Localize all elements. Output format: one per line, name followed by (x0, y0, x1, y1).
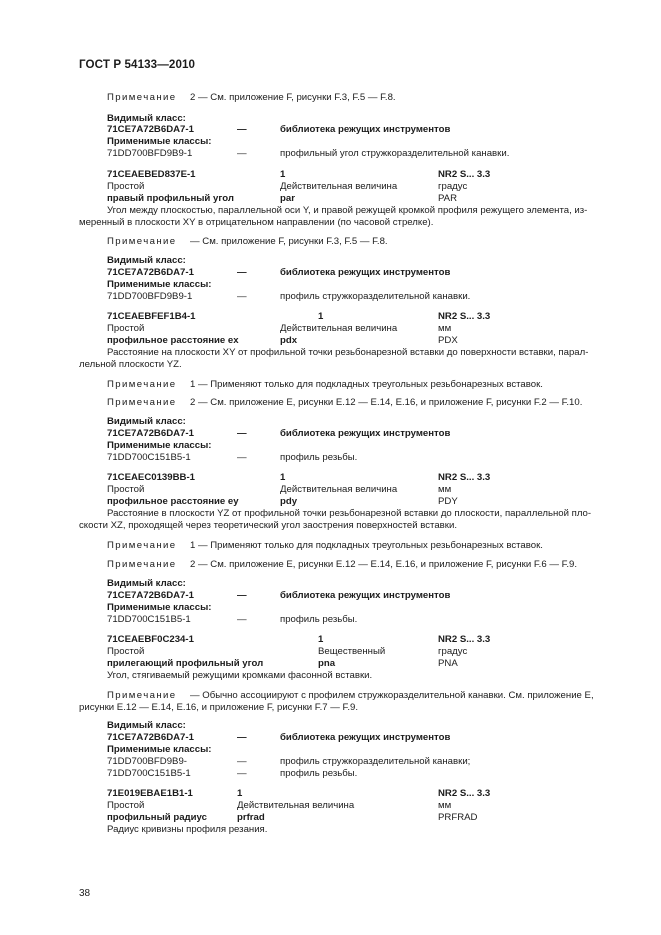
text-line: — (237, 267, 247, 278)
text-line: — (237, 768, 247, 779)
text-line: Действительная величина (280, 323, 398, 334)
text-line: NR2 S... 3.3 (438, 788, 491, 799)
text-line: Применимые классы: (107, 602, 212, 613)
text-line: pna (318, 658, 336, 669)
text-line: 1 (280, 472, 286, 483)
text-line: 2 — См. приложение E, рисунки E.12 — E.14, E.16, и приложение F, рисунки F.2 — F.10. (190, 397, 583, 408)
text-line: скости XZ, проходящей через теоретический угол заострения поверхностей вставки. (79, 520, 457, 531)
text-line: 71DD700BFD9B9- (107, 756, 187, 767)
text-line: мм (438, 484, 452, 495)
text-line: Простой (107, 181, 145, 192)
text-line: мм (438, 323, 452, 334)
text-line: 1 — Применяют только для подкладных треугольных резьбонарезных вставок. (190, 379, 543, 390)
text-line: Примечание (107, 690, 177, 701)
text-line: Примечание (107, 92, 177, 103)
text-line: Вещественный (318, 646, 386, 657)
text-line: 71CEAEC0139BB-1 (107, 472, 195, 483)
text-line: 71CEAEBFEF1B4-1 (107, 311, 196, 322)
text-line: NR2 S... 3.3 (438, 472, 491, 483)
text-line: профиль резьбы. (280, 768, 358, 779)
text-line: Расстояние в плоскости YZ от профильной точки резьбонарезной вставки до плоскости, параллельной пло- (107, 508, 592, 519)
text-line: pdx (280, 335, 298, 346)
text-line: — (237, 590, 247, 601)
text-line: — (237, 614, 247, 625)
text-line: профиль резьбы. (280, 614, 358, 625)
text-line: 71CE7A72B6DA7-1 (107, 732, 194, 743)
text-line: 71E019EBAE1B1-1 (107, 788, 193, 799)
text-line: 1 — Применяют только для подкладных треугольных резьбонарезных вставок. (190, 540, 543, 551)
text-line: PNA (438, 658, 458, 669)
text-line: 1 (280, 169, 286, 180)
text-line: Применимые классы: (107, 279, 212, 290)
text-line: NR2 S... 3.3 (438, 169, 491, 180)
text-line: Радиус кривизны профиля резания. (107, 824, 268, 835)
text-line: — (237, 148, 247, 159)
text-line: Примечание (107, 379, 177, 390)
text-line: — Обычно ассоциируют с профилем стружкоразделительной канавки. См. приложение E, (190, 690, 594, 701)
text-line: PRFRAD (438, 812, 478, 823)
text-line: 1 (318, 634, 324, 645)
text-line: библиотека режущих инструментов (280, 590, 451, 601)
text-line: 1 (318, 311, 324, 322)
text-line: Видимый класс: (107, 416, 186, 427)
text-line: правый профильный угол (107, 193, 234, 204)
text-line: 2 — См. приложение F, рисунки F.3, F.5 — F.8. (190, 92, 396, 103)
text-line: градус (438, 181, 468, 192)
text-line: Простой (107, 800, 145, 811)
text-line: Действительная величина (237, 800, 355, 811)
text-line: профильный угол стружкоразделительной канавки. (280, 148, 510, 159)
text-line: Действительная величина (280, 484, 398, 495)
text-line: профиль резьбы. (280, 452, 358, 463)
text-line: Простой (107, 323, 145, 334)
text-line: прилегающий профильный угол (107, 658, 264, 669)
page-number: 38 (79, 888, 91, 899)
text-line: Угол между плоскостью, параллельной оси Y, и правой режущей кромкой профиля режущего элемента, из- (107, 205, 588, 216)
text-line: 2 — См. приложение E, рисунки E.12 — E.14, E.16, и приложение F, рисунки F.6 — F.9. (190, 559, 578, 570)
text-line: библиотека режущих инструментов (280, 428, 451, 439)
text-line: 71CE7A72B6DA7-1 (107, 428, 194, 439)
text-line: библиотека режущих инструментов (280, 267, 451, 278)
text-line: PDX (438, 335, 458, 346)
text-line: 71DD700BFD9B9-1 (107, 148, 193, 159)
text-line: 71CE7A72B6DA7-1 (107, 590, 194, 601)
text-line: — (237, 452, 247, 463)
text-line: 1 (237, 788, 243, 799)
text-line: 71DD700C151B5-1 (107, 614, 191, 625)
text-line: — (237, 291, 247, 302)
text-line: — (237, 428, 247, 439)
text-line: лельной плоскости YZ. (79, 359, 182, 370)
text-line: библиотека режущих инструментов (280, 124, 451, 135)
text-line: prfrad (237, 812, 265, 823)
text-line: Простой (107, 484, 145, 495)
text-line: pdy (280, 496, 298, 507)
text-line: Примечание (107, 559, 177, 570)
text-line: Расстояние на плоскости XY от профильной точки резьбонарезной вставки до поверхности вставки, парал- (107, 347, 589, 358)
text-line: 71CE7A72B6DA7-1 (107, 267, 194, 278)
page-header: ГОСТ Р 54133—2010 (79, 58, 196, 71)
text-line: библиотека режущих инструментов (280, 732, 451, 743)
text-line: Видимый класс: (107, 578, 186, 589)
text-line: Угол, стягиваемый режущими кромками фасонной вставки. (107, 670, 373, 681)
text-line: 71DD700C151B5-1 (107, 452, 191, 463)
text-line: PAR (438, 193, 458, 204)
text-line: Применимые классы: (107, 744, 212, 755)
text-line: 71DD700BFD9B9-1 (107, 291, 193, 302)
text-line: 71CEAEBED837E-1 (107, 169, 196, 180)
text-line: par (280, 193, 295, 204)
text-line: PDY (438, 496, 458, 507)
text-line: мм (438, 800, 452, 811)
text-line: — (237, 124, 247, 135)
text-line: — (237, 756, 247, 767)
text-line: Видимый класс: (107, 255, 186, 266)
text-line: Примечание (107, 397, 177, 408)
text-line: NR2 S... 3.3 (438, 634, 491, 645)
text-line: 71DD700C151B5-1 (107, 768, 191, 779)
text-line: профиль стружкоразделительной канавки; (280, 756, 471, 767)
text-line: профильное расстояние ey (107, 496, 239, 507)
text-line: Примечание (107, 540, 177, 551)
text-line: Видимый класс: (107, 720, 186, 731)
text-line: рисунки E.12 — E.14, E.16, и приложение F, рисунки F.7 — F.9. (79, 702, 358, 713)
text-line: меренный в плоскости XY в отрицательном направлении (по часовой стрелке). (79, 217, 434, 228)
text-line: — См. приложение F, рисунки F.3, F.5 — F.8. (190, 236, 388, 247)
text-line: градус (438, 646, 468, 657)
text-line: 71CEAEBF0C234-1 (107, 634, 194, 645)
text-line: профильное расстояние ex (107, 335, 239, 346)
text-line: профильный радиус (107, 812, 207, 823)
text-line: 71CE7A72B6DA7-1 (107, 124, 194, 135)
text-line: Простой (107, 646, 145, 657)
text-line: Применимые классы: (107, 136, 212, 147)
text-line: Примечание (107, 236, 177, 247)
text-line: Видимый класс: (107, 113, 186, 124)
text-line: — (237, 732, 247, 743)
text-line: NR2 S... 3.3 (438, 311, 491, 322)
text-line: Действительная величина (280, 181, 398, 192)
text-line: Применимые классы: (107, 440, 212, 451)
text-line: профиль стружкоразделительной канавки. (280, 291, 471, 302)
